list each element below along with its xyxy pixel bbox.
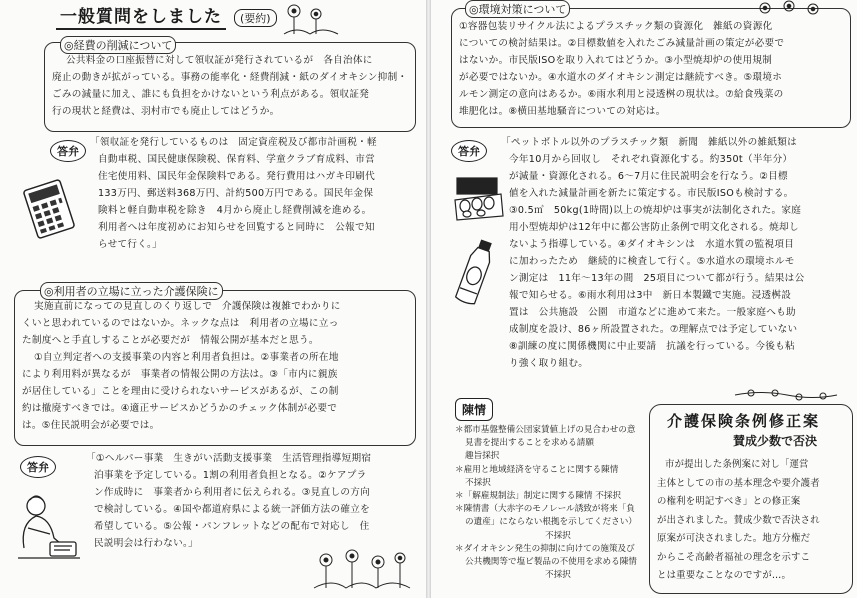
env-question-line: はないか。市民版ISOを取り入れてはどうか。③小型焼却炉の使用規制: [459, 55, 773, 66]
care-question-line: が居住している」ことを理由に受けられないサービスがあるが、この制: [22, 386, 339, 397]
env-answer-line: が減量・資源化される。6～7月に住民説明会を行なう。②目標: [509, 171, 788, 182]
care-answer-tag: 答弁: [20, 456, 56, 478]
petition-result: 不採択: [465, 477, 491, 488]
env-question-line: ①容器包装リサイクル法によるプラスチック類の資源化 雑紙の資源化: [459, 21, 773, 32]
env-answer-tag: 答弁: [451, 140, 487, 162]
env-answer: [501, 134, 857, 372]
flower-icon: [282, 2, 342, 36]
petition-result: 不採択: [545, 530, 571, 541]
care-question-line: は。⑤住民説明会が必要では。: [22, 420, 160, 431]
env-question: [459, 18, 849, 120]
env-answer-line: ③0.5㎥ 50kg(1時間)以上の焼却炉は事実が法制化された。家庭: [509, 205, 802, 216]
amendment-line: 市が提出した条例案に対し「運営: [665, 459, 809, 470]
env-answer-line: 値を入れた減量計画を新たに策定する。市民版ISOも検討する。: [509, 188, 794, 199]
care-answer-line: 泊事業を予定している。1割の利用者負担となる。②ケアプラ: [94, 470, 367, 481]
petition-text: ＊都市基盤整備公団家賃値上げの見合わせの意見書を提出することを求める請願: [455, 425, 636, 449]
right-page: [431, 0, 857, 598]
env-answer-line: 今年10月から回収し それぞれ資源化する。約350t（半年分）: [509, 154, 793, 165]
petition-text: ＊ダイオキシン発生の抑制に向けての施策及び公共機関等で塩ビ製品の不使用を求める陳情: [455, 543, 637, 568]
amendment-subtitle: 賛成少数で否決: [733, 434, 818, 448]
care-question-line: た制度へと手直しすることが必要だが 情報公開が基本だと思う。: [22, 335, 319, 346]
env-answer-line: ン測定は 11年～13年の間 25項目について都が行う。結果は公: [509, 273, 805, 284]
bottle-icon: [453, 238, 497, 308]
env-answer-line: り強く取り組む。: [509, 358, 589, 369]
care-question-line: ①自立判定者への支援事業の内容と利用者負担は。②事業者の所在地: [34, 352, 339, 363]
cost-section-label: ◎経費の削減について: [60, 36, 176, 54]
cost-question-line: 公共料金の口座振替に対して領収証が発行されているが 各自治体に: [66, 55, 373, 66]
cost-question: [52, 52, 414, 120]
petition-text: ＊「解雇規制法」制定に関する陳情: [455, 491, 593, 502]
calculator-icon: [18, 178, 80, 240]
env-question-line: 堆肥化は。⑧横田基地騒音についての対応は。: [459, 106, 666, 117]
page-title: 一般質問をしました: [56, 2, 226, 30]
petition-label: 陳情: [455, 398, 493, 421]
petition-result: 不採択: [595, 491, 622, 502]
cost-answer-line: 険料と軽自動車税を除き 4月から廃止し経費削減を進める。: [98, 205, 372, 216]
amendment-line: が出されました。賛成少数で否決され: [657, 514, 820, 526]
flower-icon: [312, 548, 412, 590]
cost-answer-line: 住宅使用料、国民年金保険料である。発行費用はハガキ印刷代: [98, 171, 376, 182]
egg-carton-icon: [451, 170, 507, 226]
list-item: [455, 503, 641, 543]
env-answer-line: ⑧訓練の度に関係機関に中止要請 抗議を行っている。今後も粘: [509, 341, 795, 352]
env-question-line: が必要ではないか。④水道水のダイオキシン測定は継続すべき。⑤環境ホ: [459, 72, 783, 83]
care-answer-line: 民説明会は行わない。」: [94, 538, 199, 549]
care-question-line: により利用料が異なるが 事業者の情報公開の方法は。③「市内に親族: [22, 369, 338, 380]
care-answer: [86, 450, 424, 552]
flower-icon: [731, 386, 841, 404]
amendment-body: [657, 456, 851, 586]
cost-answer-line: 133万円、郵送料368万円、計約500万円である。国民年金保: [98, 188, 374, 199]
cost-answer-line: 利用者へは年度初めにお知らせを回覧すると同時に 公報で知: [98, 222, 375, 233]
petition-result: 不採択: [545, 570, 571, 581]
petition-list: [455, 424, 641, 582]
care-question-line: 実施直前になっての見直しのくり返しで 介護保険は複雑でわかりに: [34, 301, 341, 312]
care-answer-line: 希望している。⑤公報・パンフレットなどの配布で対応し 住: [94, 521, 370, 532]
env-answer-line: 「ペットボトル以外のプラスチック類 新聞 雑紙以外の雑紙類は: [501, 137, 798, 148]
petition-result: 趣旨採択: [465, 451, 500, 462]
cost-answer-line: 自動車税、国民健康保険税、保育料、学童クラブ育成料、市営: [98, 154, 376, 165]
petition-text: ＊陳情書（大赤字のモノレール誘致が将来「負の遺産」にならない根拠を示してください）: [455, 504, 637, 528]
cost-answer-line: らせて行く。」: [98, 239, 162, 250]
header: [56, 2, 277, 30]
care-question-line: くいと思われているのではないか。ネックな点は 利用者の立場に立っ: [22, 318, 339, 329]
care-section-label: ◎利用者の立場に立った介護保険に: [40, 282, 223, 300]
cost-question-line: ごみの減量に加え、誰にも負担をかけないという利点がある。領収証発: [52, 89, 370, 100]
list-item: [455, 543, 641, 583]
left-page: [0, 0, 426, 598]
cost-answer-line: 「領収証を発行しているものは 固定資産税及び都市計画税・軽: [90, 137, 377, 148]
env-answer-line: ないよう指導している。④ダイオキシンは 水道水質の監視項目: [509, 239, 795, 250]
env-answer-line: 成制度を設け、86ヶ所設置された。⑦理解点では予定していない: [509, 324, 798, 335]
petition-text: ＊雇用と地域経済を守ることに関する陳情: [455, 464, 619, 475]
care-answer-line: で検討している。④国や都道府県による統一評価方法の確立を: [94, 504, 371, 515]
env-answer-line: 置は 公共施設 公園 市道などに進めて来た。一般家庭へも助: [509, 307, 796, 318]
amendment-line: からこそ高齢者福祉の理念を示すこ: [657, 551, 811, 563]
env-question-line: ルモン測定の意向はあるか。⑥雨水利用と浸透桝の現状は。⑦給食残菜の: [459, 89, 784, 100]
cost-answer: [90, 134, 420, 253]
amendment-title: 介護保険条例修正案: [667, 412, 821, 430]
list-item: [455, 464, 641, 490]
amendment-line: 原案が可決されました。地方分権だ: [657, 533, 811, 544]
elderly-person-icon: [10, 488, 86, 564]
care-answer-line: 「①ヘルパー事業 生きがい活動支援事業 生活管理指導短期宿: [86, 453, 372, 464]
page-subtitle: (要約): [234, 9, 277, 27]
env-question-line: についての検討結果は。②目標数値を入れたごみ減量計画の策定が必要で: [459, 38, 785, 49]
amendment-line: とは重要なことなのですが…。: [657, 570, 792, 581]
flower-icon: [755, 0, 835, 20]
cost-question-line: 廃止の動きが拡がっている。事務の能率化・経費削減・紙のダイオキシン抑制・: [52, 72, 408, 83]
env-section-label: ◎環境対策について: [465, 0, 570, 18]
amendment-line: の権利を明記すべき」との修正案: [657, 496, 801, 507]
list-item: [455, 490, 641, 503]
env-answer-line: に加わったため 継続的に検査して行く。⑤水道水の環境ホルモ: [509, 256, 795, 267]
cost-question-line: 行の現状と経費は、羽村市でも廃止してはどうか。: [52, 106, 280, 117]
care-answer-line: ン作成時に 事業者から利用者に伝えられる。③見直しの方向: [94, 487, 371, 498]
env-answer-line: 報で知らせる。⑥雨水利用は3中 新日本製鐵で実施。浸透桝設: [509, 290, 792, 301]
cost-answer-tag: 答弁: [50, 140, 86, 162]
list-item: [455, 424, 641, 464]
care-question: [22, 298, 414, 434]
amendment-line: 主体としての市の基本理念や要介護者: [657, 477, 820, 489]
env-answer-line: 用小型焼却炉は12年中に都公害防止条例で明文化される。焼却し: [509, 222, 799, 233]
care-question-line: 約は撤廃すべきでは。④適正サービスかどうかのチェック体制が必要で: [22, 403, 338, 414]
